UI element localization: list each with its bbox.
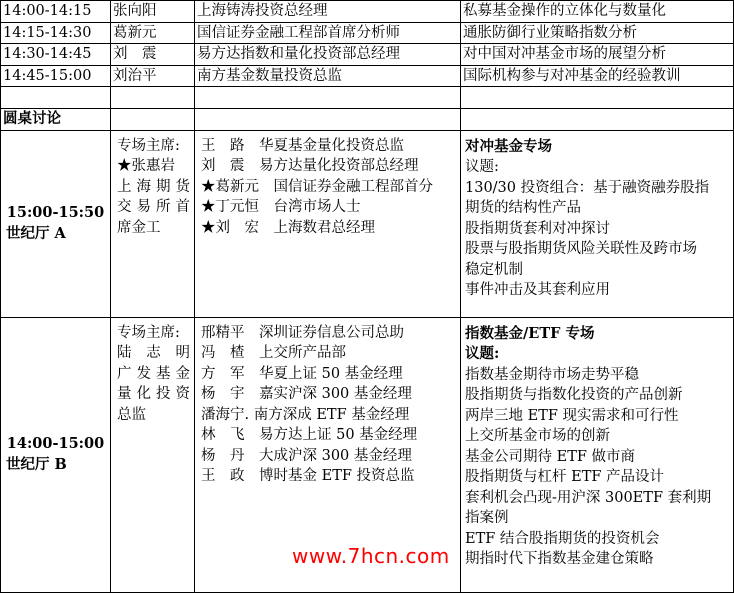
topic-item: 期指时代下指数基金建仓策略 (465, 551, 654, 567)
host-line: ★张惠岩 (117, 158, 175, 174)
talk-row (1, 1, 734, 23)
talk-speaker: 张向阳 (111, 1, 195, 23)
talk-time: 14:00-14:15 (1, 1, 111, 23)
topic-item: 指案例 (465, 510, 509, 526)
panelist: 杨 宇 嘉实沪深 300 基金经理 (201, 386, 412, 402)
host-label: 专场主席: (117, 137, 180, 154)
topic-item: 两岸三地 ETF 现实需求和可行性 (465, 407, 679, 424)
blank-row (1, 87, 734, 109)
roundtable-label: 圆桌讨论 (1, 109, 111, 131)
topic-item: 股指期货套利对冲探讨 (465, 220, 610, 237)
talk-title: 通胀防御行业策略指数分析 (461, 22, 734, 44)
talk-row (1, 65, 734, 87)
topic-item: 指数基金期待市场走势平稳 (465, 366, 639, 383)
host-line: 席金工 (117, 219, 161, 236)
panelist: 潘海宁. 南方深成 ETF 基金经理 (201, 406, 410, 423)
talk-time: 14:15-14:30 (1, 22, 111, 44)
topic-label: 议题: (465, 345, 500, 362)
talk-time: 14:30-14:45 (1, 44, 111, 66)
session-hall: 世纪厅 B (6, 455, 67, 473)
talk-speaker: 刘 震 (111, 44, 195, 66)
talk-org: 南方基金数量投资总监 (195, 65, 461, 87)
watermark: www.7hcn.com (292, 544, 450, 568)
topic-label: 议题: (465, 159, 499, 175)
host-line: 上海期货 (117, 178, 190, 195)
talk-time: 14:45-15:00 (1, 65, 111, 87)
session-topics (461, 130, 734, 317)
session-hall: 世纪厅 A (6, 224, 66, 242)
host-label: 专场主席: (117, 324, 180, 341)
panelist: 林 飞 易方达上证 50 基金经理 (201, 427, 418, 443)
talk-speaker: 葛新元 (111, 22, 195, 44)
topic-item: 股指期货与杠杆 ETF 产品设计 (465, 469, 665, 485)
panelist: 王 路 华夏基金量化投资总监 (201, 137, 404, 154)
topic-item: 股指期货与指数化投资的产品创新 (465, 387, 683, 403)
talk-row (1, 44, 734, 66)
panelist: 冯 楂 上交所产品部 (201, 345, 346, 361)
session-panel (195, 130, 461, 317)
topic-item: 股票与股指期货风险关联性及跨市场 (465, 241, 697, 257)
host-line: 陆 志 明 (117, 345, 190, 361)
talk-org: 国信证券金融工程部首席分析师 (195, 22, 461, 44)
talk-title: 对中国对冲基金市场的展望分析 (461, 44, 734, 66)
topic-item: 期货的结构性产品 (465, 200, 581, 216)
session-host (111, 130, 195, 317)
topic-item: 130/30 投资组合：基于融资融券股指 (465, 179, 710, 196)
talk-row (1, 22, 734, 44)
talk-org: 上海铸涛投资总经理 (195, 1, 461, 23)
topic-item: 稳定机制 (465, 261, 523, 278)
session-host (111, 317, 195, 592)
talk-title: 私募基金操作的立体化与数量化 (461, 1, 734, 23)
topic-item: 基金公司期待 ETF 做市商 (465, 448, 636, 465)
panelist: 刘 震 易方达量化投资部总经理 (201, 158, 419, 174)
panelist: 王 政 博时基金 ETF 投资总监 (201, 468, 415, 484)
host-line: 交易所首 (117, 199, 190, 215)
topic-item: 上交所基金市场的创新 (465, 428, 610, 444)
panelist: ★刘 宏 上海数君总经理 (201, 219, 375, 236)
session-time: 15:00-15:50 (6, 204, 105, 221)
session-time-hall (1, 130, 111, 317)
talk-speaker: 刘治平 (111, 65, 195, 87)
topic-item: ETF 结合股指期货的投资机会 (465, 530, 660, 547)
talk-org: 易方达指数和量化投资部总经理 (195, 44, 461, 66)
panelist: ★葛新元 国信证券金融工程部首分 (201, 178, 433, 195)
panelist: ★丁元恒 台湾市场人士 (201, 199, 361, 215)
topic-item: 事件冲击及其套利应用 (465, 282, 610, 298)
host-line: 广发基金 (117, 365, 190, 382)
topic-item: 套利机会凸现-用沪深 300ETF 套利期 (465, 489, 712, 506)
host-line: 量化投资 (117, 386, 190, 402)
talk-title: 国际机构参与对冲基金的经验教训 (461, 65, 734, 87)
host-line: 总监 (117, 406, 146, 423)
panelist: 邢精平 深圳证券信息公司总助 (201, 324, 404, 341)
session-row-a (1, 130, 734, 317)
panelist: 杨 丹 大成沪深 300 基金经理 (201, 447, 412, 464)
topic-title: 指数基金/ETF 专场 (465, 324, 595, 342)
roundtable-row (1, 109, 734, 131)
session-topics (461, 317, 734, 592)
session-time-hall (1, 317, 111, 592)
topic-title: 对冲基金专场 (465, 137, 552, 155)
session-time: 14:00-15:00 (6, 435, 105, 452)
panelist: 方 军 华夏上证 50 基金经理 (201, 365, 403, 382)
